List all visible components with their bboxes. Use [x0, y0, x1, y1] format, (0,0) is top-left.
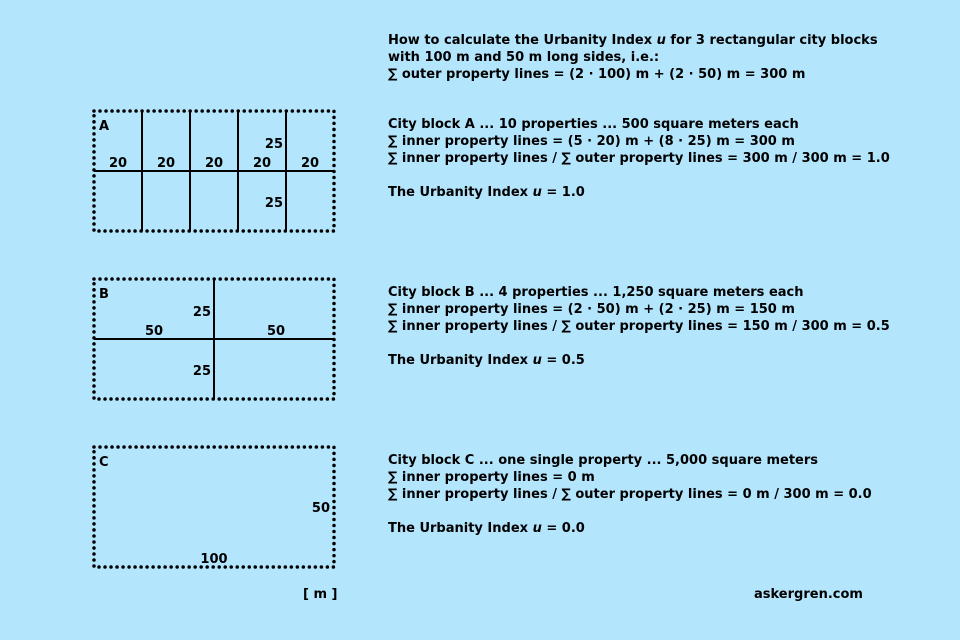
block-a: [94, 111, 334, 231]
description-line: ∑ inner property lines / ∑ outer property lines = 150 m / 300 m = 0.5: [388, 319, 890, 334]
dimension-label: 25: [192, 364, 211, 379]
dimension-label: 50: [266, 324, 286, 339]
block-a-description: [388, 116, 890, 201]
urbanity-index-result: The Urbanity Index u = 1.0: [388, 185, 585, 200]
dimension-label: 50: [144, 324, 164, 339]
dimension-label: 25: [264, 137, 283, 152]
description-line: ∑ inner property lines = 0 m: [388, 470, 595, 485]
intro-line: How to calculate the Urbanity Index u for 3 rectangular city blocks: [388, 33, 878, 48]
dimension-label: 20: [204, 156, 224, 171]
description-line: City block C ... one single property ... 5,000 square meters: [388, 453, 819, 468]
dimension-label: 100: [200, 552, 228, 567]
urbanity-index-result: The Urbanity Index u = 0.5: [388, 353, 585, 368]
description-line: ∑ inner property lines = (2 · 50) m + (2 · 25) m = 150 m: [388, 302, 795, 317]
description-line: City block A ... 10 properties ... 500 square meters each: [388, 117, 799, 132]
description-line: City block B ... 4 properties ... 1,250 square meters each: [388, 285, 804, 300]
dimension-label: 20: [252, 156, 272, 171]
block-c: [94, 447, 334, 567]
dimension-label: 20: [108, 156, 128, 171]
block-c-outline: [94, 447, 334, 567]
description-line: ∑ inner property lines / ∑ outer property lines = 0 m / 300 m = 0.0: [388, 487, 872, 502]
dimension-label: 25: [192, 305, 211, 320]
block-b: [94, 279, 334, 399]
block-c-description: [388, 452, 872, 537]
description-line: ∑ inner property lines = (5 · 20) m + (8 · 25) m = 300 m: [388, 134, 795, 149]
dimension-label: 50: [311, 501, 330, 516]
unit-label: [ m ]: [303, 587, 338, 602]
urbanity-index-result: The Urbanity Index u = 0.0: [388, 521, 585, 536]
block-a-letter: A: [99, 119, 110, 134]
block-b-letter: B: [99, 287, 109, 302]
intro-line: with 100 m and 50 m long sides, i.e.:: [388, 50, 660, 65]
block-b-description: [388, 284, 890, 369]
intro-text: [388, 32, 878, 83]
dimension-label: 25: [264, 196, 283, 211]
urbanity-variable: u: [656, 33, 666, 48]
dimension-label: 20: [300, 156, 320, 171]
dimension-label: 20: [156, 156, 176, 171]
intro-line: ∑ outer property lines = (2 · 100) m + (2 · 50) m = 300 m: [388, 67, 806, 82]
description-line: ∑ inner property lines / ∑ outer property lines = 300 m / 300 m = 1.0: [388, 151, 890, 166]
block-c-letter: C: [99, 455, 109, 470]
credit-text: askergren.com: [754, 587, 863, 602]
